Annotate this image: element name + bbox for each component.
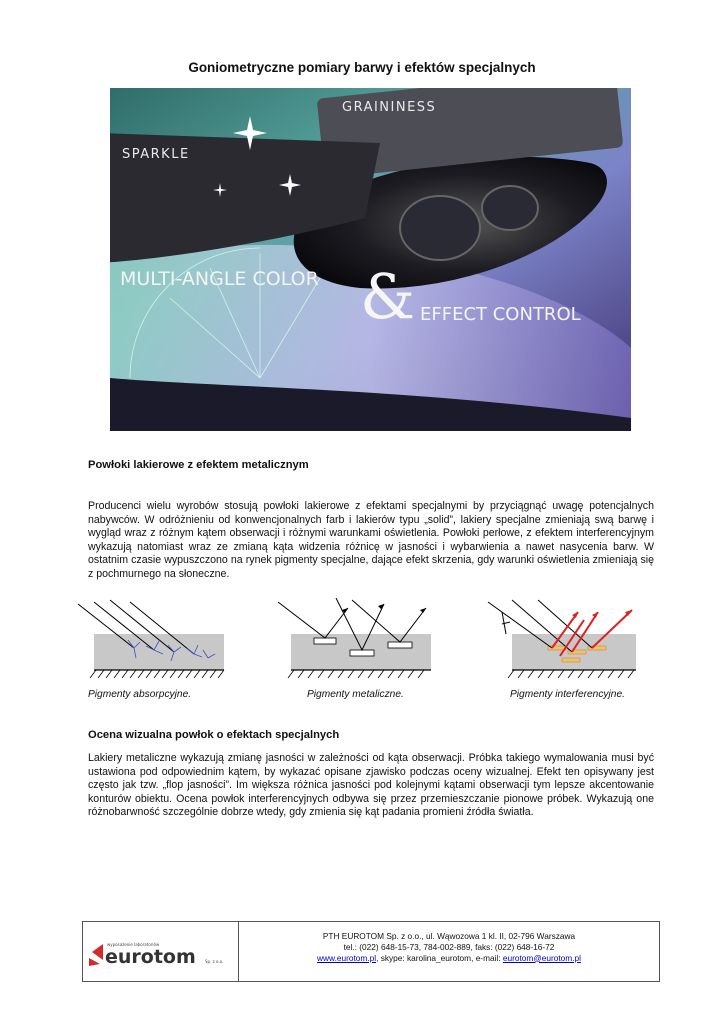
hero-sparkle-label: SPARKLE — [122, 147, 190, 162]
paragraph-metallic: Producenci wielu wyrobów stosują powłoki lakierowe z efektami specjalnymi by przyciągnąć uwagę potencjalnych nabywców. W odróżnieniu od konwencjonalnych farb i lakierów typu „solid”, lakiery specjalne zmieniają swą barwę i wygląd wraz z różnym kątem obserwacji i różnymi warunkami oświetlenia. Powłoki perłowe, z efektem interferencyjnym wykazują natomiast wraz ze zmianą kąta widzenia różnicę w jasności i wybarwienia a nawet nasycenia barw. W ostatnim czasie wypuszczono na rynek pigmenty specjalne, dające efekt skrzenia, gdy warunki oświetlenia zmieniają się z pochmurnego na słoneczne. — [88, 500, 654, 580]
hero-image — [110, 88, 631, 431]
hero-ampersand: & — [360, 260, 416, 333]
footer-box — [82, 921, 660, 982]
paragraph-visual-assessment: Lakiery metaliczne wykazują zmianę jasności w zależności od kąta obserwacji. Próbka takiego wymalowania musi być ustawiona pod odpowiednim kątem, by wykazać opisane zjawisko podczas oceny wizualnej. Efekt ten opisywany jest często jak tzw. „flop jasności”. Im większa różnica jasności pod kolejnymi kątami obserwacji tym lepsze akcentowanie konturów obiektu. Ocena powłok interferencyjnych odbywa się przez przemieszczanie pionowe próbek. Wykazują one różnobarwność szczególnie dobrze wtedy, gdy zmienia się kąt padania promieni źródła światła. — [88, 752, 654, 819]
footer-phones: tel.: (022) 648-15-73, 784-002-889, faks: (022) 648-16-72 — [343, 941, 555, 952]
figure-interference-pigments — [482, 598, 642, 685]
figure-absorption-pigments — [74, 598, 234, 685]
section-heading-visual-assessment: Ocena wizualna powłok o efektach specjalnych — [88, 729, 340, 741]
page-title: Goniometryczne pomiary barwy i efektów specjalnych — [188, 60, 536, 75]
caption-absorption: Pigmenty absorpcyjne. — [88, 689, 192, 700]
footer-web-line — [239, 953, 659, 964]
email-link[interactable]: eurotom@eurotom.pl — [502, 952, 581, 963]
footer-contact-info — [239, 931, 659, 963]
caption-interference: Pigmenty interferencyjne. — [510, 689, 625, 700]
figure-metallic-pigments — [276, 598, 436, 685]
hero-graininess-label: GRAININESS — [342, 100, 437, 115]
logo-suffix: Sp. z o.o. — [205, 959, 224, 964]
section-heading-metallic: Powłoki lakierowe z efektem metalicznym — [88, 459, 309, 471]
footer-address: PTH EUROTOM Sp. z o.o., ul. Wąwozowa 1 kl. II, 02-796 Warszawa — [322, 931, 576, 941]
hero-effect-control-label: EFFECT CONTROL — [420, 304, 581, 325]
hero-multi-angle-label: MULTI-ANGLE COLOR — [120, 268, 319, 290]
company-logo — [83, 922, 239, 981]
footer-skype: , skype: karolina_eurotom, e-mail: — [376, 952, 503, 963]
caption-metallic: Pigmenty metaliczne. — [307, 689, 404, 700]
logo-wordmark: eurotom — [105, 946, 196, 968]
website-link[interactable]: www.eurotom.pl — [317, 952, 377, 963]
logo-tagline: wyposażenie laboratoriów — [107, 942, 160, 947]
